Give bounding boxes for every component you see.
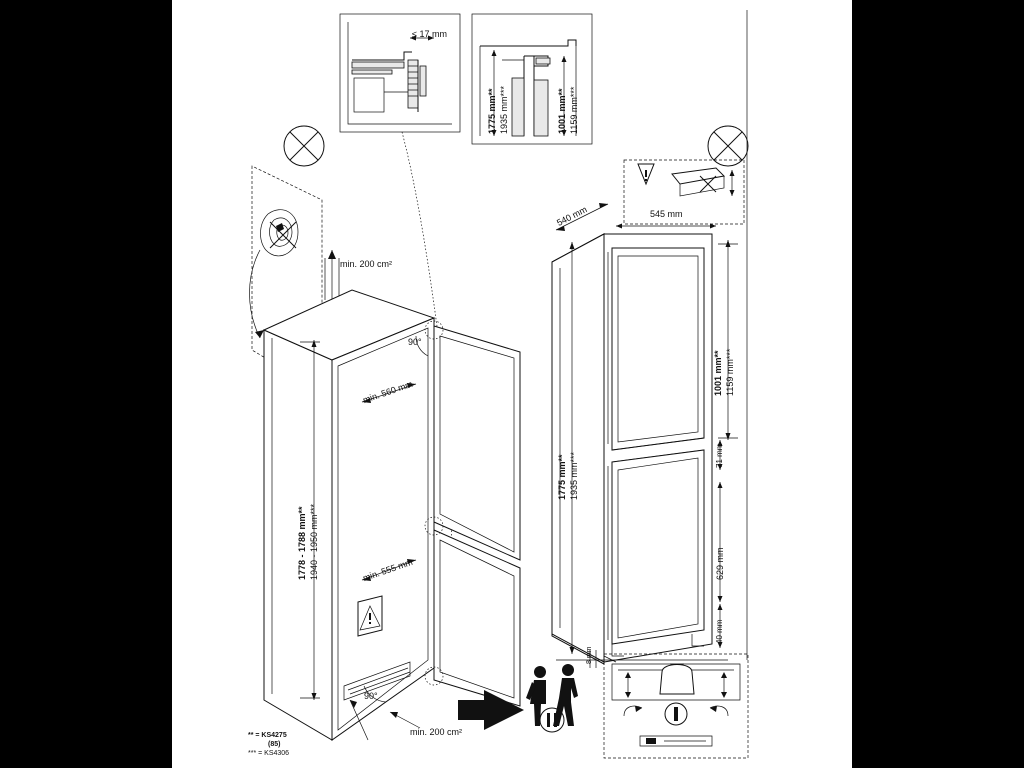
label-appliance-height-bold: 1775 mm**	[557, 454, 567, 500]
label-gap-71: 71 mm	[715, 443, 724, 468]
label-top-sub-bold: 1001 mm**	[557, 88, 567, 134]
footnote-line2: (85)	[268, 741, 281, 748]
label-top-height-bold: 1775 mm**	[487, 88, 497, 134]
label-max-17mm: ≤ 17 mm	[412, 29, 447, 39]
label-vent-bottom: min. 200 cm²	[410, 727, 463, 737]
label-freezer-629: 629 mm	[715, 547, 725, 580]
label-vent-top: min. 200 cm²	[340, 259, 393, 269]
label-angle-bottom: 90°	[364, 691, 378, 701]
label-top-height-alt: 1935 mm***	[499, 85, 509, 134]
label-depth-545: 545 mm	[650, 209, 683, 219]
footnote-line3: *** = KS4306	[248, 750, 290, 757]
label-niche-height-bold: 1778 - 1788 mm**	[297, 506, 307, 580]
label-depth-540: 540 mm	[555, 204, 589, 228]
label-top-sub-alt: 1159 mm***	[569, 86, 579, 134]
footnote-line1: ** = KS4275	[248, 732, 287, 739]
label-niche-width-bottom: min. 555 mm	[361, 556, 414, 584]
label-angle-top: 90°	[408, 337, 422, 347]
label-fridge-height-bold: 1001 mm**	[713, 350, 723, 396]
diagram-sheet	[172, 0, 852, 768]
label-fridge-height-alt: 1159 mm***	[725, 348, 735, 396]
label-niche-width-top: min. 560 mm	[361, 378, 414, 406]
label-niche-height-alt: 1940 - 1950 mm***	[309, 503, 319, 580]
label-appliance-height-alt: 1935 mm***	[569, 451, 579, 500]
label-foot-8: 8 mm	[586, 646, 593, 664]
label-plinth-40: 40 mm	[715, 619, 724, 644]
diagram-vector	[172, 0, 852, 768]
